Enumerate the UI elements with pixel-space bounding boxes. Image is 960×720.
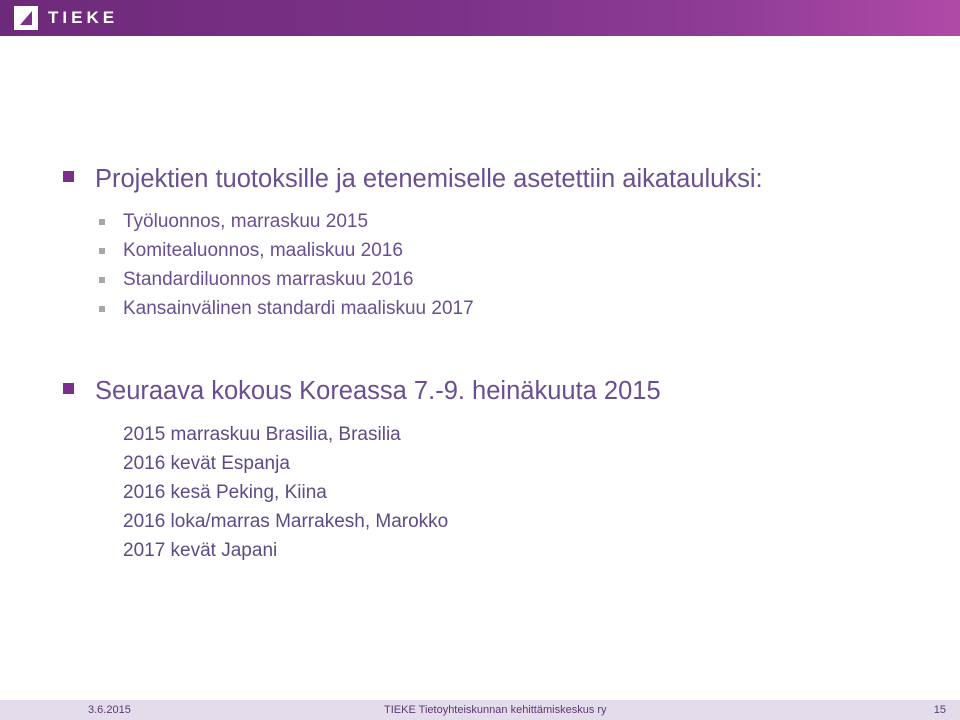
sub-bullet-square-icon (99, 277, 105, 283)
sub-bullet-square-icon (99, 219, 105, 225)
meeting-line: 2016 loka/marras Marrakesh, Marokko (123, 511, 449, 532)
schedule-item: Standardiluonnos marraskuu 2016 (123, 269, 414, 290)
bullet-square-icon (63, 171, 74, 182)
schedule-item: Komitealuonnos, maaliskuu 2016 (123, 240, 403, 261)
meeting-line: 2015 marraskuu Brasilia, Brasilia (123, 424, 401, 445)
footer-organization: TIEKE Tietoyhteiskunnan kehittämiskeskus ry (384, 704, 607, 716)
schedule-item: Työluonnos, marraskuu 2015 (123, 211, 369, 232)
sub-bullet-square-icon (99, 248, 105, 254)
logo-text: TIEKE (48, 8, 119, 27)
meeting-line: 2016 kesä Peking, Kiina (123, 482, 327, 503)
section1-heading: Projektien tuotoksille ja etenemiselle asetettiin aikatauluksi: (95, 165, 763, 193)
footer-bar (0, 700, 960, 720)
bullet-square-icon (63, 383, 74, 394)
section2-heading: Seuraava kokous Koreassa 7.-9. heinäkuuta 2015 (95, 377, 661, 405)
meeting-line: 2017 kevät Japani (123, 540, 278, 561)
schedule-item: Kansainvälinen standardi maaliskuu 2017 (123, 298, 474, 319)
sub-bullet-square-icon (99, 306, 105, 312)
page-number: 15 (933, 704, 946, 716)
meeting-line: 2016 kevät Espanja (123, 453, 290, 474)
footer-date: 3.6.2015 (88, 704, 131, 716)
